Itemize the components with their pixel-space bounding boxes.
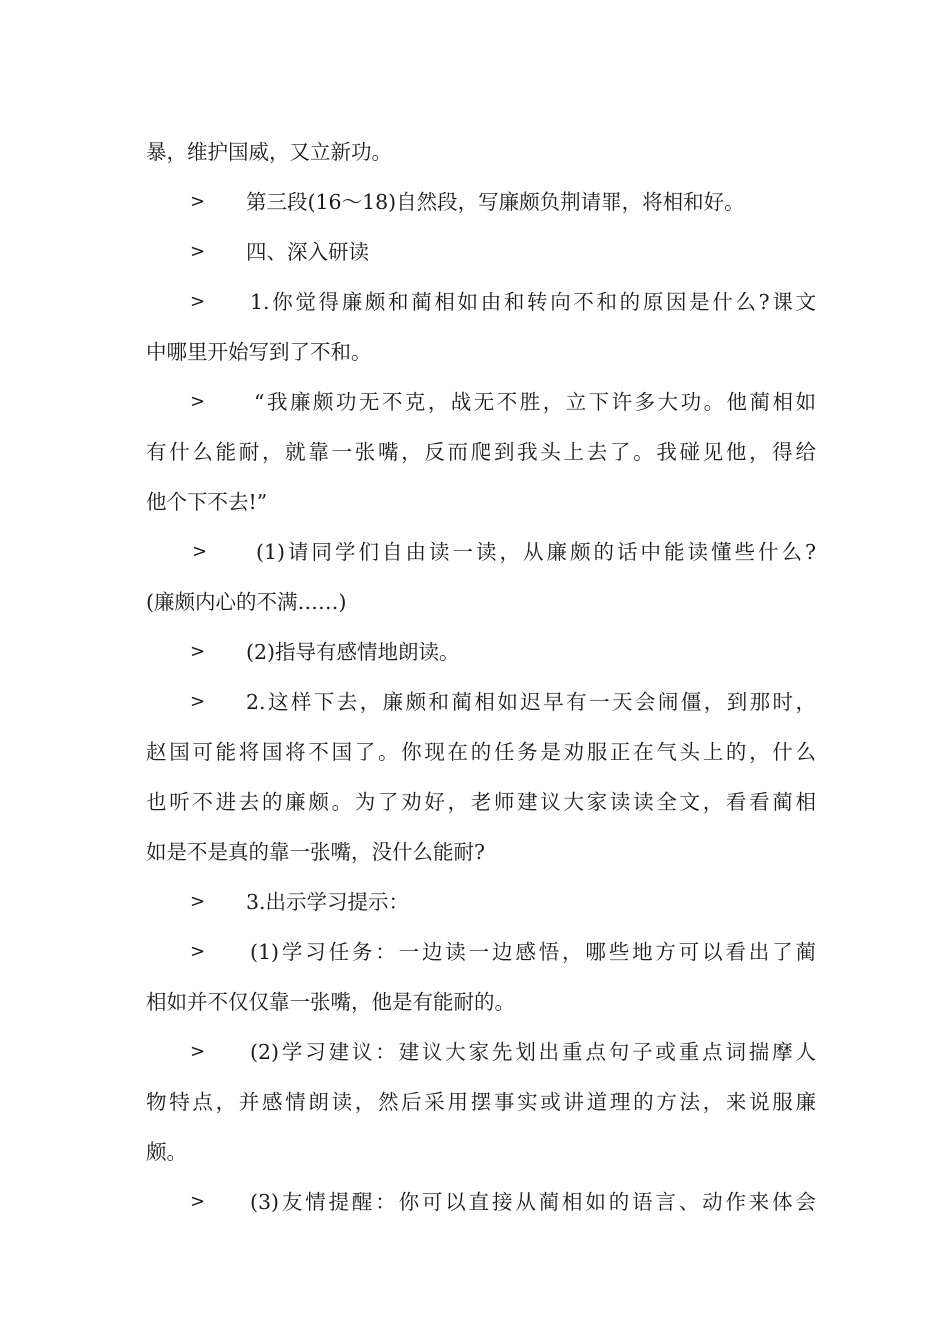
section-heading: 四、深入研读 bbox=[246, 240, 369, 264]
bullet-arrow-icon: > bbox=[190, 941, 206, 962]
line-text: 暴，维护国威，又立新功。 bbox=[146, 140, 392, 164]
quote-text: 有什么能耐，就靠一张嘴，反而爬到我头上去了。我碰见他，得给 bbox=[146, 440, 816, 464]
bullet-arrow-icon: > bbox=[190, 1191, 206, 1212]
paragraph-line bbox=[146, 1137, 816, 1167]
list-item bbox=[146, 937, 816, 967]
line-text: 也听不进去的廉颇。为了劝好，老师建议大家读读全文，看看蔺相 bbox=[146, 790, 816, 814]
list-item bbox=[146, 287, 816, 317]
line-text: (廉颇内心的不满……) bbox=[146, 590, 347, 614]
paragraph-line bbox=[146, 337, 816, 367]
list-item bbox=[146, 687, 816, 717]
line-text: 中哪里开始写到了不和。 bbox=[146, 340, 372, 364]
bullet-arrow-icon: > bbox=[192, 541, 208, 562]
bullet-arrow-icon: > bbox=[190, 891, 206, 912]
list-item bbox=[146, 1187, 816, 1217]
line-text: 第三段(16～18)自然段，写廉颇负荆请罪，将相和好。 bbox=[246, 190, 745, 214]
bullet-arrow-icon: > bbox=[190, 291, 206, 312]
line-text: (2)学习建议：建议大家先划出重点句子或重点词揣摩人 bbox=[250, 1040, 816, 1064]
list-item bbox=[146, 887, 816, 917]
line-text: (3)友情提醒：你可以直接从蔺相如的语言、动作来体会 bbox=[250, 1190, 816, 1214]
list-item bbox=[146, 1037, 816, 1067]
paragraph-line bbox=[146, 137, 816, 167]
list-item bbox=[146, 187, 816, 217]
list-item bbox=[146, 637, 816, 667]
line-text: 赵国可能将国将不国了。你现在的任务是劝服正在气头上的，什么 bbox=[146, 740, 816, 764]
quote-text: “我廉颇功无不克，战无不胜，立下许多大功。他蔺相如 bbox=[254, 390, 816, 414]
line-text: 颇。 bbox=[146, 1140, 187, 1164]
paragraph-line bbox=[146, 487, 816, 517]
list-item bbox=[146, 237, 816, 267]
paragraph-line bbox=[146, 737, 816, 767]
bullet-arrow-icon: > bbox=[190, 641, 206, 662]
line-text: (2)指导有感情地朗读。 bbox=[246, 640, 460, 664]
line-text: 2.这样下去，廉颇和蔺相如迟早有一天会闹僵，到那时， bbox=[246, 690, 816, 714]
list-item bbox=[146, 387, 816, 417]
paragraph-line bbox=[146, 837, 816, 867]
paragraph-line bbox=[146, 987, 816, 1017]
line-text: (1)学习任务：一边读一边感悟，哪些地方可以看出了蔺 bbox=[250, 940, 816, 964]
bullet-arrow-icon: > bbox=[190, 691, 206, 712]
line-text: 1.你觉得廉颇和蔺相如由和转向不和的原因是什么?课文 bbox=[250, 290, 816, 314]
quote-text: 他个下不去!” bbox=[146, 490, 268, 514]
paragraph-line bbox=[146, 587, 816, 617]
bullet-arrow-icon: > bbox=[190, 391, 206, 412]
line-text: 相如并不仅仅靠一张嘴，他是有能耐的。 bbox=[146, 990, 515, 1014]
list-item bbox=[146, 537, 816, 567]
line-text: 如是不是真的靠一张嘴，没什么能耐? bbox=[146, 840, 485, 864]
paragraph-line bbox=[146, 1087, 816, 1117]
paragraph-line bbox=[146, 437, 816, 467]
bullet-arrow-icon: > bbox=[190, 241, 206, 262]
line-text: 物特点，并感情朗读，然后采用摆事实或讲道理的方法，来说服廉 bbox=[146, 1090, 816, 1114]
line-text: 3.出示学习提示： bbox=[246, 890, 410, 914]
bullet-arrow-icon: > bbox=[190, 1041, 206, 1062]
line-text: (1)请同学们自由读一读，从廉颇的话中能读懂些什么? bbox=[256, 540, 816, 564]
paragraph-line bbox=[146, 787, 816, 817]
bullet-arrow-icon: > bbox=[190, 191, 206, 212]
